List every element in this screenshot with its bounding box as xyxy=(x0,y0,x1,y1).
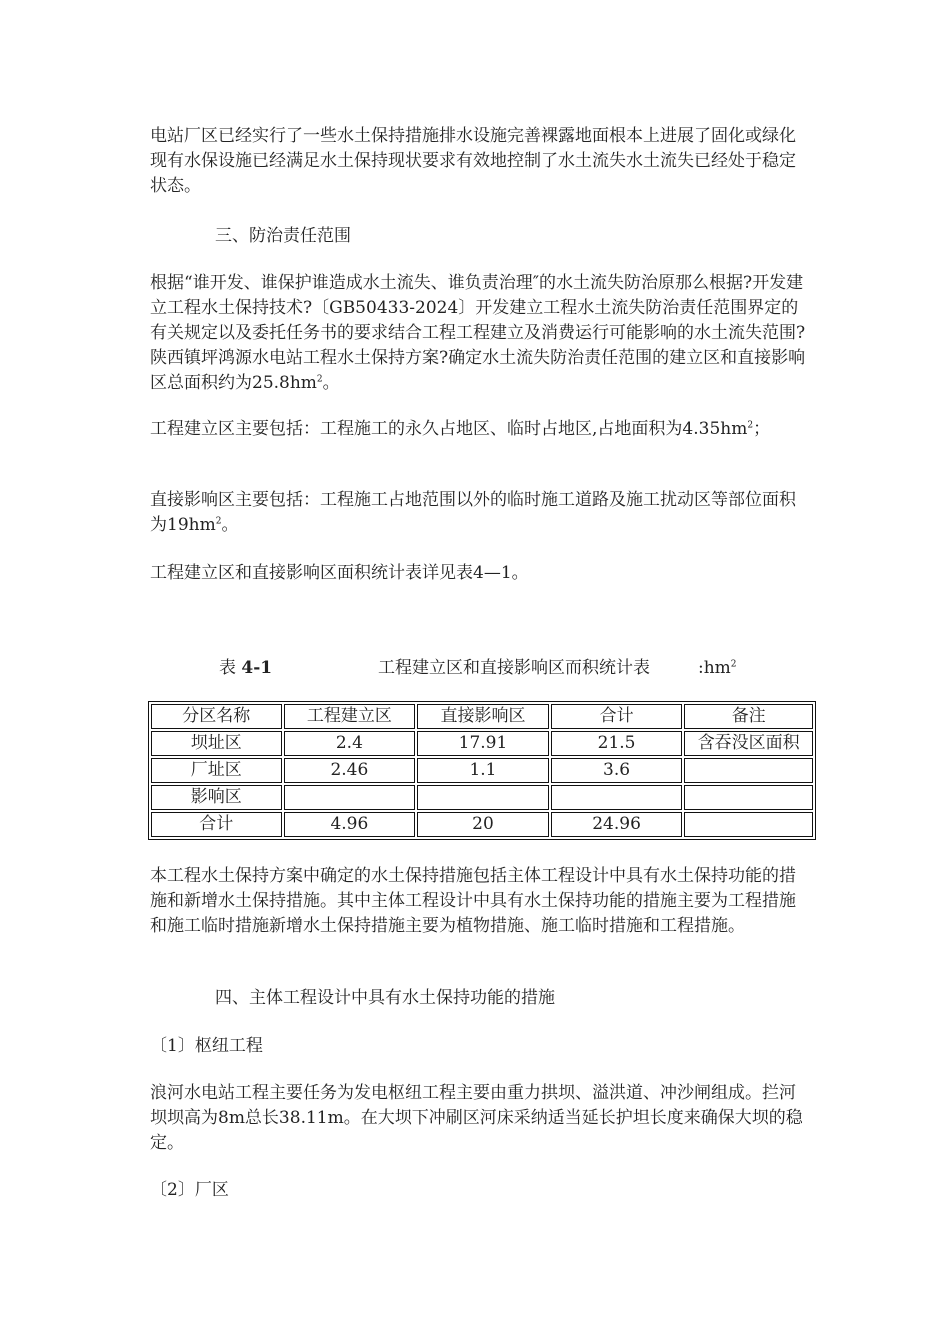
table-title: 工程建立区和直接影响区而积统计表 xyxy=(378,658,650,678)
paragraph-text: 直接影响区主要包括：工程施工占地范围以外的临时施工道路及施工扰动区等部位面积为19hm xyxy=(150,490,796,535)
section-heading-3 xyxy=(215,224,875,249)
table-cell: 20 xyxy=(417,812,549,837)
table-number: 表 4-1 xyxy=(219,658,273,678)
superscript: 2 xyxy=(316,374,323,385)
paragraph-hub-description xyxy=(150,1081,810,1156)
list-item-hub-project xyxy=(150,1034,810,1059)
section-heading-4 xyxy=(215,986,875,1011)
header-cell: 备注 xyxy=(684,704,813,729)
table-cell xyxy=(684,785,813,810)
paragraph-text: 工程建立区和直接影响区面积统计表详见表4—1。 xyxy=(150,563,529,583)
list-item-text: 〔1〕枢纽工程 xyxy=(150,1036,263,1056)
paragraph-plant-measures xyxy=(150,124,810,199)
list-item-plant-area xyxy=(150,1178,810,1203)
punctuation: ； xyxy=(753,419,771,439)
table-cell: 坝址区 xyxy=(151,731,282,756)
table-row xyxy=(151,812,813,837)
punctuation: 。 xyxy=(221,515,239,535)
table-cell xyxy=(551,785,683,810)
header-cell: 分区名称 xyxy=(151,704,282,729)
paragraph-table-reference xyxy=(150,561,810,586)
superscript: 2 xyxy=(215,516,222,527)
table-cell xyxy=(684,758,813,783)
table-cell xyxy=(417,785,549,810)
table-cell xyxy=(284,785,416,810)
paragraph-impact-area xyxy=(150,488,810,538)
table-cell: 4.96 xyxy=(284,812,416,837)
table-row xyxy=(151,785,813,810)
heading-text: 四、主体工程设计中具有水土保持功能的措施 xyxy=(215,988,555,1008)
table-cell xyxy=(684,812,813,837)
heading-text: 三、防治责任范围 xyxy=(215,226,351,246)
table-cell: 2.46 xyxy=(284,758,416,783)
paragraph-text: 电站厂区已经实行了一些水土保持措施排水设施完善裸露地面根本上进展了固化或绿化现有水保设施已经满足水土保持现状要求有效地控制了水土流失水土流失已经处于稳定状态。 xyxy=(150,126,796,196)
table-caption xyxy=(0,655,950,681)
table-unit: $:hm^2$ xyxy=(698,658,737,678)
table-cell: 1.1 xyxy=(417,758,549,783)
paragraph-text: 根据“谁开发、谁保护谁造成水土流失、谁负责治理″的水土流失防治原那么根据?开发建立工程水土保持技术?〔GB50433-2024〕开发建立工程水土流失防治责任范围界定的有关规定以及委托任务书的要求结合工程工程建立及消费运行可能影响的水土流失范围?陕西镇坪鸿源水电站工程水土保持方案?确定水土流失防治责任范围的建立区和直接影响区总面积约为25.8hm xyxy=(150,273,806,393)
area-statistics-table xyxy=(148,701,816,840)
punctuation: 。 xyxy=(322,373,340,393)
table-cell: 3.6 xyxy=(551,758,683,783)
table-row xyxy=(151,758,813,783)
paragraph-construction-area xyxy=(150,417,810,442)
table-cell: 含吞没区面积 xyxy=(684,731,813,756)
paragraph-text: 浪河水电站工程主要任务为发电枢纽工程主要由重力拱坝、溢洪道、冲沙闸组成。拦河坝坝高为8m总长38.11m。在大坝下冲刷区河床采纳适当延长护坦长度来确保大坝的稳定。 xyxy=(150,1083,803,1153)
table-cell: 厂址区 xyxy=(151,758,282,783)
header-cell: 工程建立区 xyxy=(284,704,416,729)
table-cell: 影响区 xyxy=(151,785,282,810)
header-cell: 直接影响区 xyxy=(417,704,549,729)
table-header-row xyxy=(151,704,813,729)
paragraph-responsibility-scope xyxy=(150,271,810,396)
table-cell: 合计 xyxy=(151,812,282,837)
list-item-text: 〔2〕厂区 xyxy=(150,1180,229,1200)
table-row xyxy=(151,731,813,756)
paragraph-measures-overview xyxy=(150,864,810,939)
superscript: 2 xyxy=(747,420,754,431)
table-cell: 24.96 xyxy=(551,812,683,837)
header-cell: 合计 xyxy=(551,704,683,729)
table-cell: 17.91 xyxy=(417,731,549,756)
paragraph-text: 本工程水土保持方案中确定的水土保持措施包括主体工程设计中具有水土保持功能的措施和新增水土保持措施。其中主体工程设计中具有水土保持功能的措施主要为工程措施和施工临时措施新增水土保持措施主要为植物措施、施工临时措施和工程措施。 xyxy=(150,866,796,936)
table-cell: 21.5 xyxy=(551,731,683,756)
paragraph-text: 工程建立区主要包括：工程施工的永久占地区、临时占地区,占地面积为4.35hm xyxy=(150,419,748,439)
table-cell: 2.4 xyxy=(284,731,416,756)
